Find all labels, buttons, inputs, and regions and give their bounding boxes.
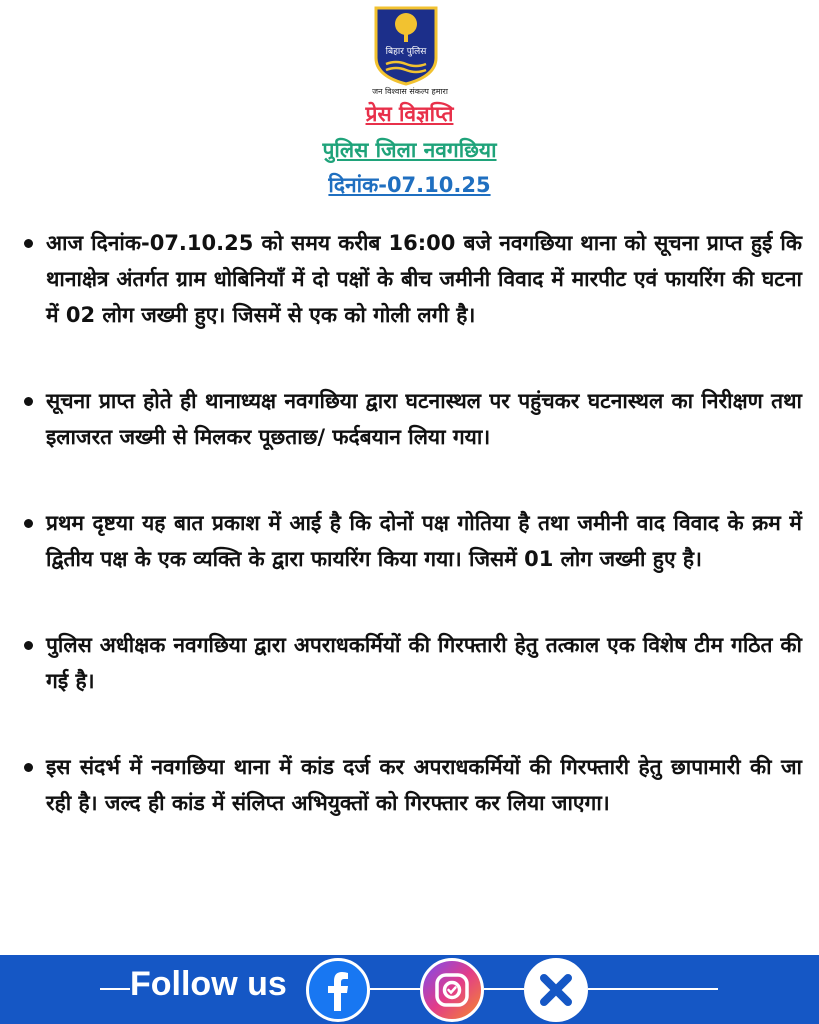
bullet-icon bbox=[24, 519, 33, 528]
footer-divider bbox=[588, 988, 718, 990]
footer-divider bbox=[484, 988, 524, 990]
item-text: पुलिस अधीक्षक नवगछिया द्वारा अपराधकर्मियों की गिरफ्तारी हेतु तत्काल एक विशेष टीम गठित की गई है। bbox=[46, 633, 802, 693]
item-text: आज दिनांक-07.10.25 को समय करीब 16:00 बजे नवगछिया थाना को सूचना प्राप्त हुई कि थानाक्षेत्र अंतर्गत ग्राम धोबिनियाँ में दो पक्षों के बीच जमीनी विवाद में मारपीट एवं फायरिंग की घटना में 02 लोग जख्मी हुए। जिसमें से एक को गोली लगी है। bbox=[46, 231, 802, 327]
list-item bbox=[20, 383, 802, 455]
follow-us-label: Follow us bbox=[130, 965, 287, 1003]
footer-divider bbox=[100, 988, 130, 990]
list-item bbox=[20, 225, 802, 333]
logo-label: बिहार पुलिस bbox=[385, 47, 427, 57]
motto: जन विश्वास संकल्प हमारा bbox=[372, 87, 448, 96]
bullet-icon bbox=[24, 397, 33, 406]
date-title: दिनांक-07.10.25 bbox=[328, 173, 491, 197]
footer-bar bbox=[0, 955, 819, 1024]
x-icon[interactable] bbox=[524, 958, 588, 1022]
press-release-title: प्रेस विज्ञप्ति bbox=[365, 102, 454, 126]
item-text: प्रथम दृष्टया यह बात प्रकाश में आई है कि दोनों पक्ष गोतिया है तथा जमीनी वाद विवाद के क्रम में द्वितीय पक्ष के एक व्यक्ति के द्वारा फायरिंग किया गया। जिसमें 01 लोग जख्मी हुए है। bbox=[46, 511, 802, 571]
instagram-icon[interactable] bbox=[420, 958, 484, 1022]
list-item bbox=[20, 749, 802, 821]
bihar-police-logo bbox=[372, 6, 440, 86]
bullet-icon bbox=[24, 239, 33, 248]
facebook-icon[interactable] bbox=[306, 958, 370, 1022]
press-items bbox=[20, 225, 802, 871]
bullet-icon bbox=[24, 763, 33, 772]
list-item bbox=[20, 505, 802, 577]
district-title: पुलिस जिला नवगछिया bbox=[322, 138, 497, 162]
item-text: इस संदर्भ में नवगछिया थाना में कांड दर्ज कर अपराधकर्मियों की गिरफ्तारी हेतु छापामारी की जा रही है। जल्द ही कांड में संलिप्त अभियुक्तों को गिरफ्तार कर लिया जाएगा। bbox=[46, 755, 802, 815]
bullet-icon bbox=[24, 641, 33, 650]
item-text: सूचना प्राप्त होते ही थानाध्यक्ष नवगछिया द्वारा घटनास्थल पर पहुंचकर घटनास्थल का निरीक्षण तथा इलाजरत जख्मी से मिलकर पूछताछ/ फर्दबयान लिया गया। bbox=[46, 389, 802, 449]
list-item bbox=[20, 627, 802, 699]
footer-divider bbox=[370, 988, 420, 990]
